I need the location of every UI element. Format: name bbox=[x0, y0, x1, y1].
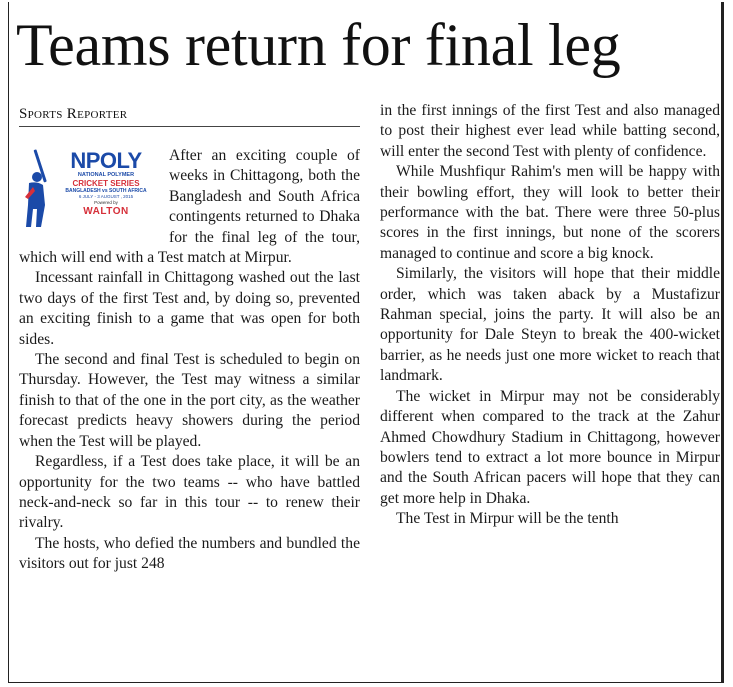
headline: Teams return for final leg bbox=[16, 12, 621, 78]
byline-rule bbox=[19, 126, 360, 127]
right-column-rule bbox=[721, 2, 724, 682]
paragraph: The second and final Test is scheduled to begin on Thursday. However, the Test may witness a similar finish to that of the one in the port city, as the weather forecast predicts heavy showers during the period when the Test will be played. bbox=[19, 351, 360, 450]
paragraph: Regardless, if a Test does take place, it will be an opportunity for the two teams -- who have battled neck-and-neck so far in this tour -- to renew their rivalry. bbox=[19, 453, 360, 532]
left-column-rule bbox=[8, 2, 9, 682]
paragraph: in the first innings of the first Test and also managed to post their highest ever lead while batting second, will enter the second Test with plenty of confidence. bbox=[380, 102, 720, 160]
paragraph: While Mushfiqur Rahim's men will be happy with their bowling effort, they will look to better their performance with the bat. There were three 50-plus scores in the first innings, but none of the scorers managed to continue and score a big knock. bbox=[380, 163, 720, 262]
logo-subtitle: NATIONAL POLYMER bbox=[77, 172, 135, 178]
paragraph: After an exciting couple of weeks in Chittagong, both the Bangladesh and South Africa contingents returned to Dhaka for the final leg of the tour, which will end with a Test match at Mirpur. bbox=[19, 147, 360, 267]
paragraph: Incessant rainfall in Chittagong washed out the last two days of the first Test and, by doing so, prevented an exciting finish to a game that was open for both sides. bbox=[19, 269, 360, 348]
logo-sponsor-name: WALTON bbox=[83, 206, 129, 217]
paragraph: The wicket in Mirpur may not be considerably different when compared to the track at the Zahur Ahmed Chowdhury Stadium in Chittagong, however bowlers tend to extract a lot more bounce in Mirpur and the South African pacers will hope that they can get more help in Dhaka. bbox=[380, 387, 720, 507]
article-column-1 bbox=[19, 146, 360, 575]
logo-series: CRICKET SERIES bbox=[72, 179, 140, 188]
bottom-rule bbox=[8, 682, 724, 683]
paragraph: Similarly, the visitors will hope that their middle order, which was taken aback by a Mustafizur Rahman special, joins the party. It will also be an opportunity for Dale Steyn to break the 400-wicket barrier, as he needs just one more wicket to reach that landmark. bbox=[380, 265, 720, 385]
logo-sponsor-text: Powered by bbox=[94, 200, 118, 205]
paragraph: The Test in Mirpur will be the tenth bbox=[396, 510, 619, 528]
logo-dates: 6 JULY - 3 AUGUST , 2015 bbox=[78, 194, 134, 199]
logo-teams: BANGLADESH vs SOUTH AFRICA bbox=[65, 188, 147, 194]
byline: Sports Reporter bbox=[19, 106, 128, 122]
logo-brand: NPOLY bbox=[70, 148, 142, 173]
article-column-2 bbox=[380, 101, 720, 530]
paragraph: The hosts, who defied the numbers and bundled the visitors out for just 248 bbox=[19, 534, 360, 573]
series-logo bbox=[19, 147, 161, 229]
series-logo-text bbox=[53, 147, 159, 217]
